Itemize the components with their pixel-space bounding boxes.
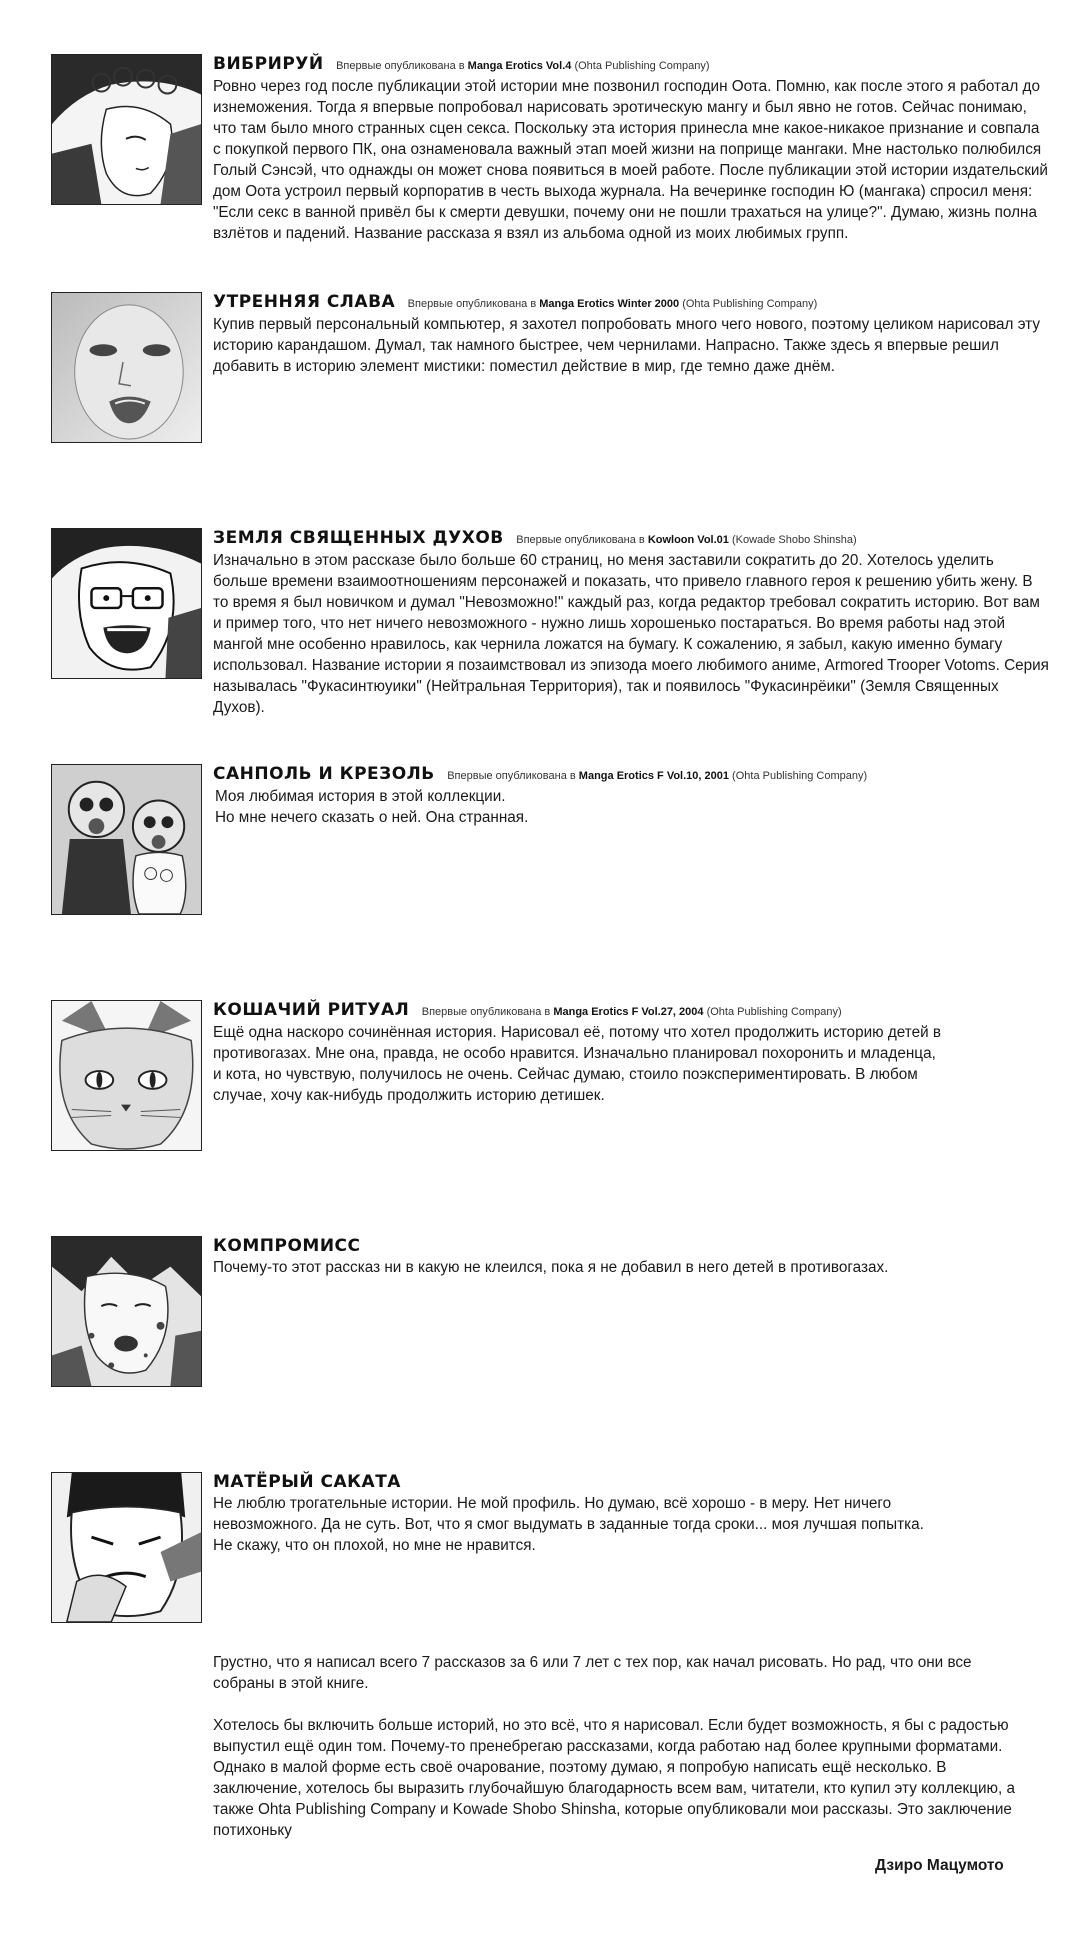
story-description: Не люблю трогательные истории. Не мой профиль. Но думаю, всё хорошо - в меру. Нет ничего невозможного. Да не суть. Вот, что я смог выдумать в заданные тогда сроки... моя лучшая попытка. Не скажу, что он плохой, но мне не нравится.	[213, 1495, 924, 1554]
story-description: Моя любимая история в этой коллекции. Но мне нечего сказать о ней. Она странная.	[215, 788, 529, 826]
publication-info: Впервые опубликована в Manga Erotics Vol.4 (Ohta Publishing Company)	[336, 60, 710, 72]
story-title: КОШАЧИЙ РИТУАЛ	[213, 1000, 410, 1020]
pencil-woman-face-thumbnail	[51, 292, 202, 443]
story-description: Ещё одна наскоро сочинённая история. Нарисовал её, потому что хотел продолжить историю детей в противогазах. Мне она, правда, не особо нравится. Изначально планировал похоронить и младенца, и кота, но чувствую, получилось не очень. Сейчас думаю, стоило поэкспериментировать. В любом случае, хочу как-нибудь продолжить историю детишек.	[213, 1024, 942, 1104]
man-crying-thumbnail	[51, 1472, 202, 1623]
story-description: Ровно через год после публикации этой истории мне позвонил господин Оота. Помню, как после этого я работал до изнеможения. Тогда я впервые попробовал нарисовать эротическую мангу и был явно не готов. Сейчас понимаю, что там было много странных сцен секса. Поскольку эта история принесла мне какое-никакое признание и совпала с покупкой первого ПК, она ознаменовала важный этап моей жизни на поприще мангаки. Мне настолько полюбился Голый Сэнсэй, что однажды он может снова появиться в моей работе. После публикации этой истории издательский дом Оота устроил первый корпоратив в честь выхода журнала. На вечеринке господин Ю (мангака) спросил меня: "Если секс в ванной привёл бы к смерти девушки, почему они не пошли трахаться на улице?". Думаю, жизнь полна взлётов и падений. Название рассказа я взял из альбома одной из моих любимых групп.	[213, 78, 1048, 242]
story-title: МАТЁРЫЙ САКАТА	[213, 1472, 401, 1492]
gas-mask-children-thumbnail	[51, 764, 202, 915]
story-title: УТРЕННЯЯ СЛАВА	[213, 292, 396, 312]
publication-info: Впервые опубликована в Manga Erotics Winter 2000 (Ohta Publishing Company)	[407, 298, 818, 310]
closing-paragraph: Грустно, что я написал всего 7 рассказов за 6 или 7 лет с тех пор, как начал рисовать. Но рад, что они все собраны в этой книге.	[213, 1654, 972, 1692]
man-with-glasses-thumbnail	[51, 528, 202, 679]
story-title: КОМПРОМИСС	[213, 1236, 361, 1256]
distressed-woman-thumbnail	[51, 1236, 202, 1387]
story-title: САНПОЛЬ И КРЕЗОЛЬ	[213, 764, 435, 784]
story-description: Почему-то этот рассказ ни в какую не клеился, пока я не добавил в него детей в противогазах.	[213, 1259, 889, 1276]
author-signature: Дзиро Мацумото	[875, 1857, 1004, 1874]
story-description: Изначально в этом рассказе было больше 60 страниц, но меня заставили сократить до 20. Хотелось уделить больше времени взаимоотношениям персонажей и показать, что привело главного героя к решению убить жену. В то время я был новичком и думал "Невозможно!" каждый раз, когда редактор требовал сократить историю. Вот вам и пример того, что нет ничего невозможного - нужно лишь хорошенько постараться. Во время работы над этой мангой мне особенно нравилось, как чернила ложатся на бумагу. К сожалению, я забыл, какую именно бумагу использовал. Название истории я позаимствовал из эпизода моего любимого аниме, Armored Trooper Votoms. Серия называлась "Фукасинтюуики" (Нейтральная Территория), так и появилось "Фукасинрёики" (Земля Священных Духов).	[213, 552, 1049, 716]
story-description: Купив первый персональный компьютер, я захотел попробовать много чего нового, поэтому целиком нарисовал эту историю карандашом. Думал, так намного быстрее, чем чернилами. Напрасно. Также здесь я впервые решил добавить в историю элемент мистики: поместил действие в мир, где темно даже днём.	[213, 316, 1041, 375]
story-title: ВИБРИРУЙ	[213, 54, 324, 74]
story-title: ЗЕМЛЯ СВЯЩЕННЫХ ДУХОВ	[213, 528, 504, 548]
woman-with-flower-crown-thumbnail	[51, 54, 202, 205]
closing-paragraph: Хотелось бы включить больше историй, но это всё, что я нарисовал. Если будет возможность, я бы с радостью выпустил ещё один том. Почему-то пренебрегаю рассказами, когда работаю над более крупными форматами. Однако в малой форме есть своё очарование, поэтому думаю, я попробую написать ещё несколько. В заключение, хотелось бы выразить глубочайшую благодарность всем вам, читатели, кто купил эту коллекцию, а также Ohta Publishing Company и Kowade Shobo Shinsha, которые опубликовали мои рассказы. Это заключение потихоньку	[213, 1717, 1015, 1839]
publication-info: Впервые опубликована в Kowloon Vol.01 (Kowade Shobo Shinsha)	[516, 534, 857, 546]
publication-info: Впервые опубликована в Manga Erotics F Vol.27, 2004 (Ohta Publishing Company)	[421, 1006, 842, 1018]
publication-info: Впервые опубликована в Manga Erotics F Vol.10, 2001 (Ohta Publishing Company)	[447, 770, 868, 782]
cat-face-thumbnail	[51, 1000, 202, 1151]
closing-notes	[213, 1652, 1033, 1862]
